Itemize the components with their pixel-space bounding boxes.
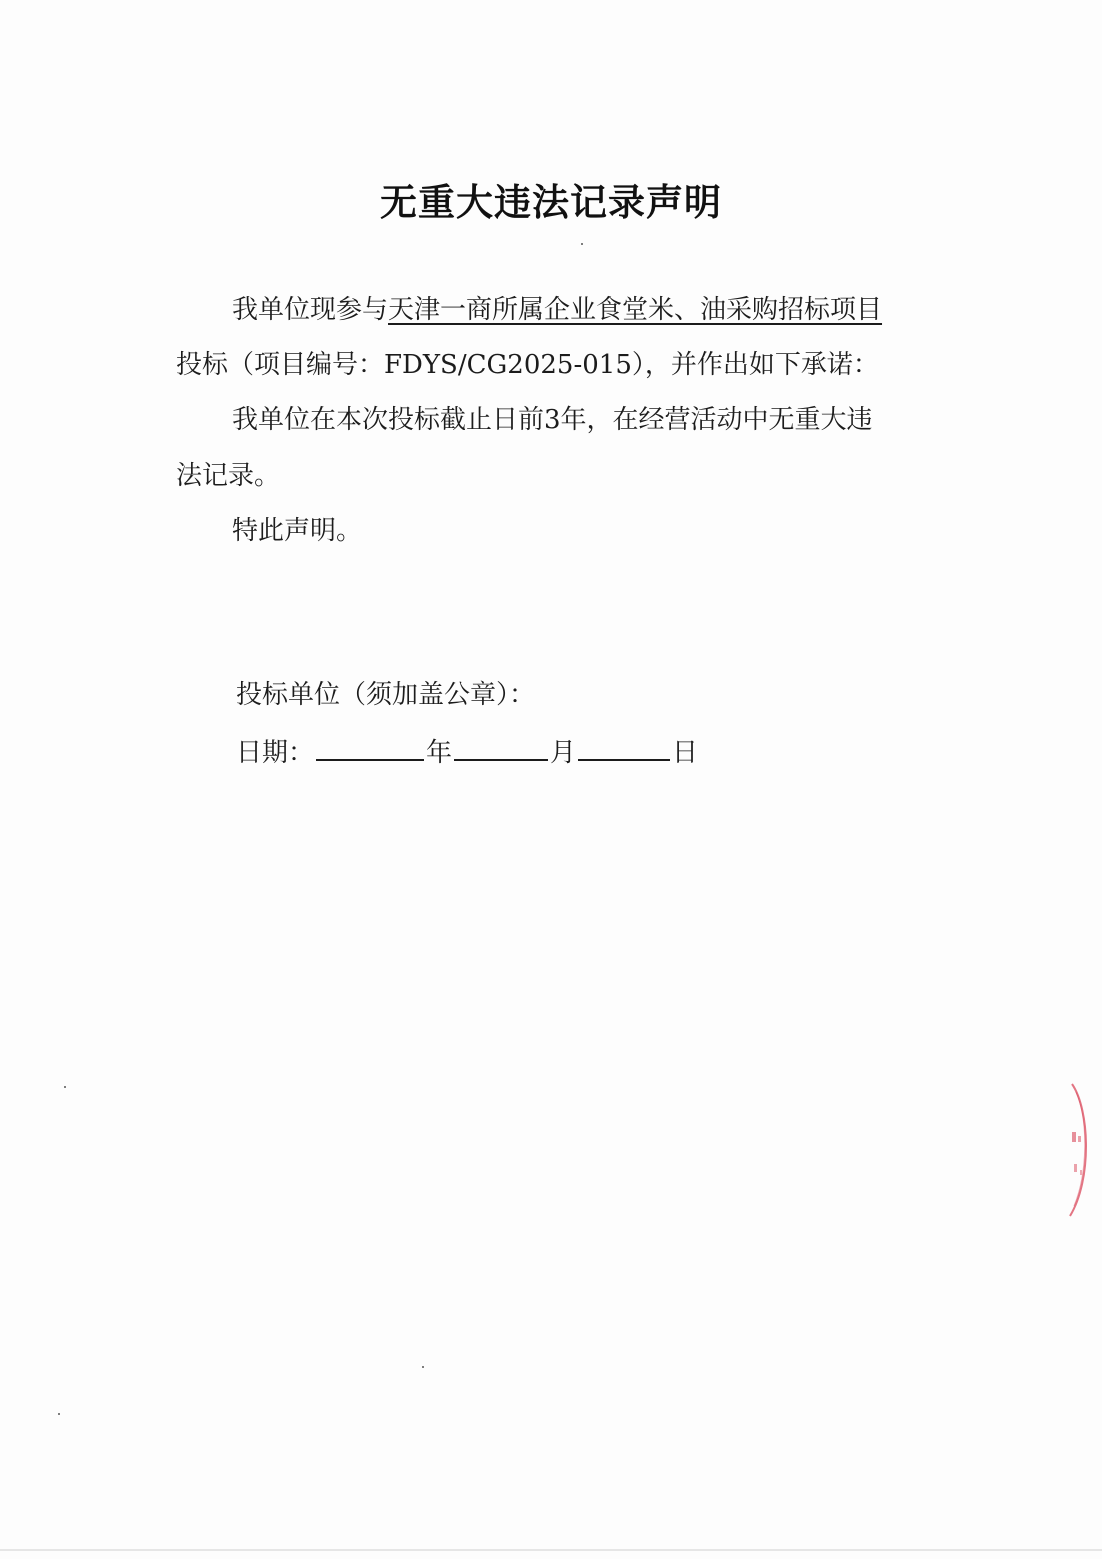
date-label: 日期：	[236, 738, 315, 768]
day-label: 日	[672, 738, 699, 768]
paragraph1-line2: 投标（项目编号：FDYS/CG2025-015），并作出如下承诺：	[176, 350, 879, 380]
paragraph2-line1: 我单位在本次投标截止日前3年，在经营活动中无重大违	[232, 405, 873, 435]
scan-edge	[0, 1549, 1102, 1551]
paragraph2-line2: 法记录。	[176, 461, 281, 491]
project-name: 天津一商所属企业食堂米、油采购招标项目	[388, 295, 883, 325]
paragraph1-line1	[232, 293, 882, 327]
month-label: 月	[550, 738, 577, 768]
partial-seal-stamp	[1058, 1080, 1098, 1220]
closing-statement: 特此声明。	[232, 516, 363, 546]
day-blank	[578, 733, 670, 761]
paragraph1-prefix: 我单位现参与	[232, 295, 389, 325]
year-label: 年	[426, 738, 453, 768]
month-blank	[454, 733, 548, 761]
scan-speck	[422, 1366, 424, 1368]
year-blank	[316, 733, 424, 761]
scan-speck	[581, 243, 583, 245]
bidder-label: 投标单位（须加盖公章）：	[236, 680, 536, 710]
date-line	[236, 733, 698, 770]
document-title: 无重大违法记录声明	[380, 181, 722, 224]
scan-speck	[58, 1413, 60, 1415]
scan-speck	[64, 1086, 66, 1088]
